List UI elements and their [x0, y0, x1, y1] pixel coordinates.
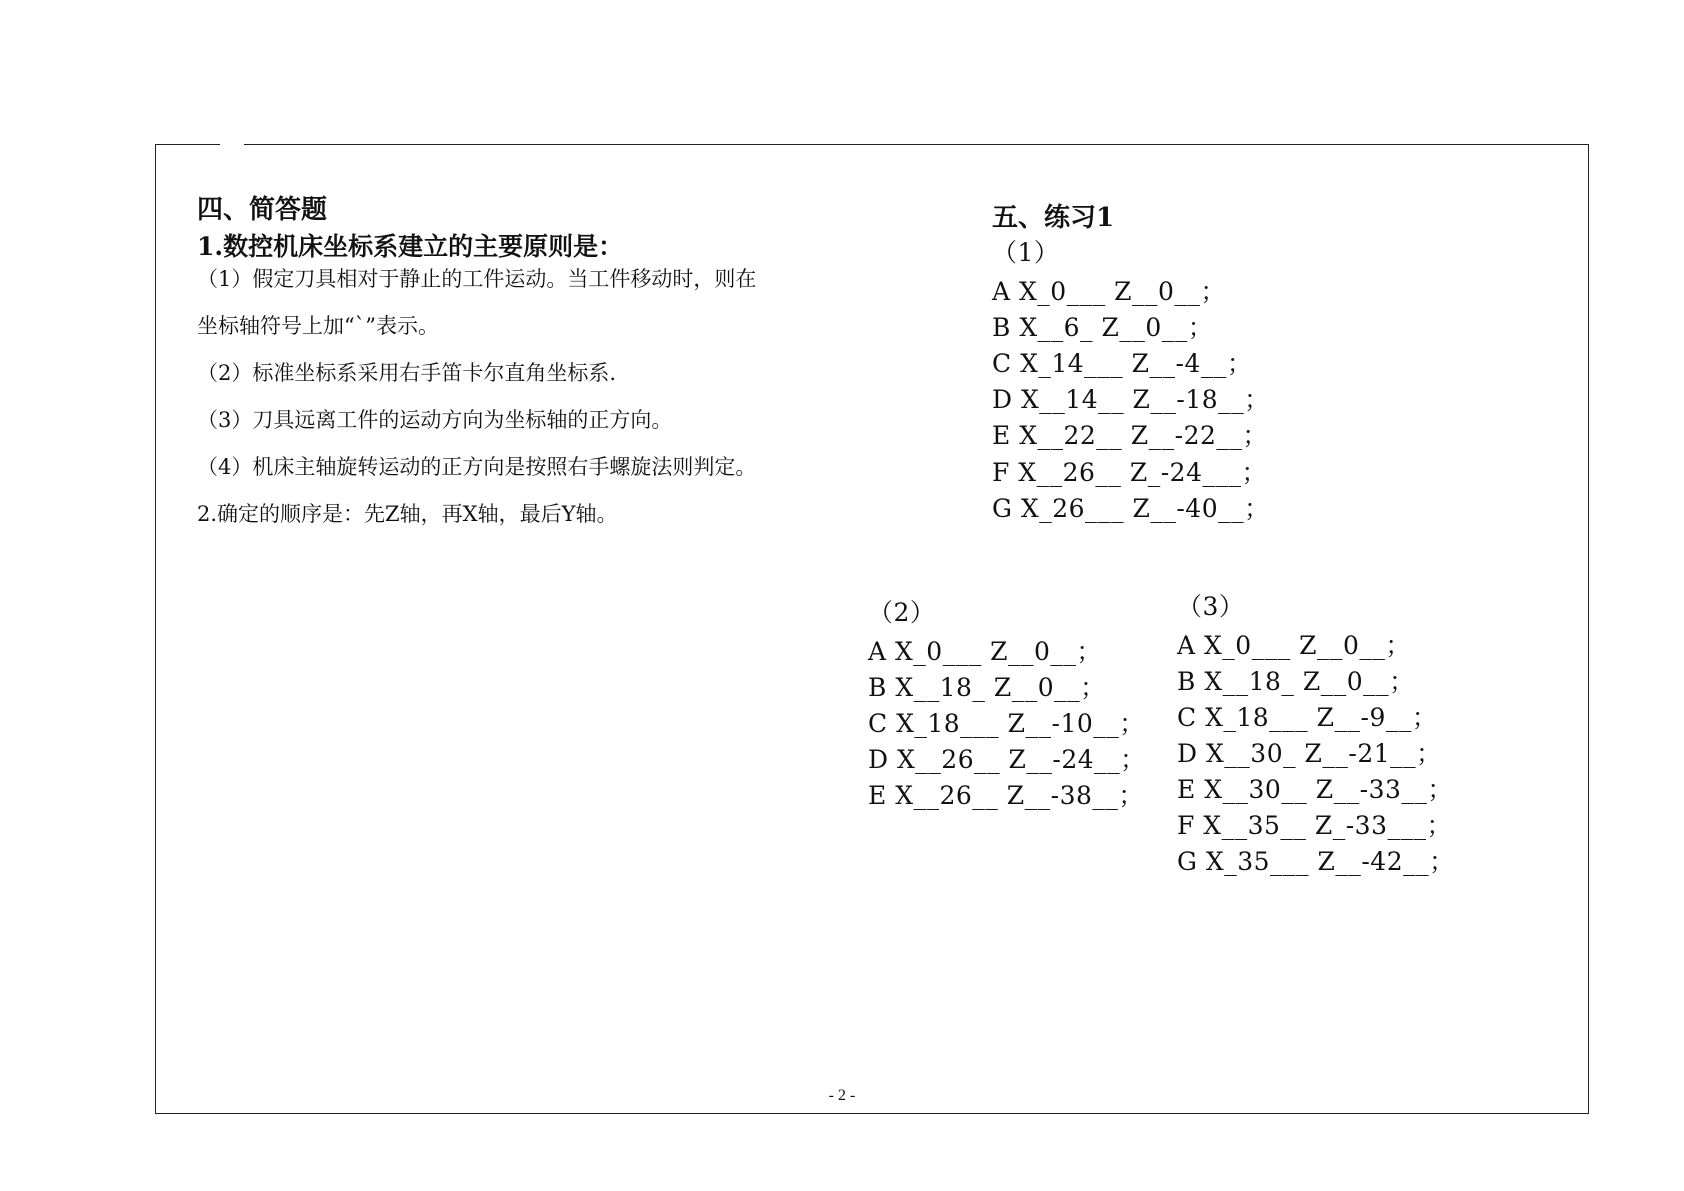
exercise3-row: G X_35___ Z__-42__； [1177, 847, 1455, 876]
exercise1-row: A X_0___ Z__0__； [992, 277, 1226, 306]
exercise3-row: F X__35__ Z_-33___； [1177, 811, 1452, 840]
exercise1-row: D X__14__ Z__-18__； [992, 385, 1270, 414]
exercise1-row: F X__26__ Z_-24___； [992, 458, 1267, 487]
exercise2-label: （2） [868, 598, 936, 627]
principle-line-1-cont: 坐标轴符号上加“`”表示。 [197, 314, 439, 338]
principle-line-2: （2）标准坐标系采用右手笛卡尔直角坐标系. [197, 361, 617, 385]
exercise3-row: C X_18___ Z__-9__； [1177, 703, 1438, 732]
exercise1-row: E X__22__ Z__-22__； [992, 421, 1268, 450]
exercise2-row: D X__26__ Z__-24__； [868, 745, 1146, 774]
exercise1-row: C X_14___ Z__-4__； [992, 349, 1253, 378]
principle-line-1: （1）假定刀具相对于静止的工件运动。当工件移动时，则在 [197, 267, 757, 291]
principle-line-3: （3）刀具远离工件的运动方向为坐标轴的正方向。 [197, 408, 673, 432]
page-number: - 2 - [828, 1087, 856, 1104]
section5-title: 五、练习1 [992, 203, 1115, 233]
exercise2-row: C X_18___ Z__-10__； [868, 709, 1145, 738]
exercise1-row: B X__6_ Z__0__； [992, 313, 1214, 342]
exercise2-row: B X__18_ Z__0__； [868, 673, 1106, 702]
principle-line-4: （4）机床主轴旋转运动的正方向是按照右手螺旋法则判定。 [197, 455, 757, 479]
section4-title: 四、简答题 [197, 195, 328, 225]
exercise2-row: A X_0___ Z__0__； [868, 637, 1102, 666]
frame-gap [220, 143, 244, 146]
exercise1-row: G X_26___ Z__-40__； [992, 494, 1270, 523]
question1-title: 1.数控机床坐标系建立的主要原则是： [197, 232, 624, 261]
exercise2-row: E X__26__ Z__-38__； [868, 781, 1144, 810]
exercise3-row: D X__30_ Z__-21__； [1177, 739, 1442, 768]
exercise1-label: （1） [992, 238, 1060, 267]
question2-answer: 2.确定的顺序是：先Z轴，再X轴，最后Y轴。 [197, 502, 618, 526]
exercise3-label: （3） [1177, 592, 1245, 621]
exercise3-row: E X__30__ Z__-33__； [1177, 775, 1453, 804]
exercise3-row: A X_0___ Z__0__； [1177, 631, 1411, 660]
exercise3-row: B X__18_ Z__0__； [1177, 667, 1415, 696]
